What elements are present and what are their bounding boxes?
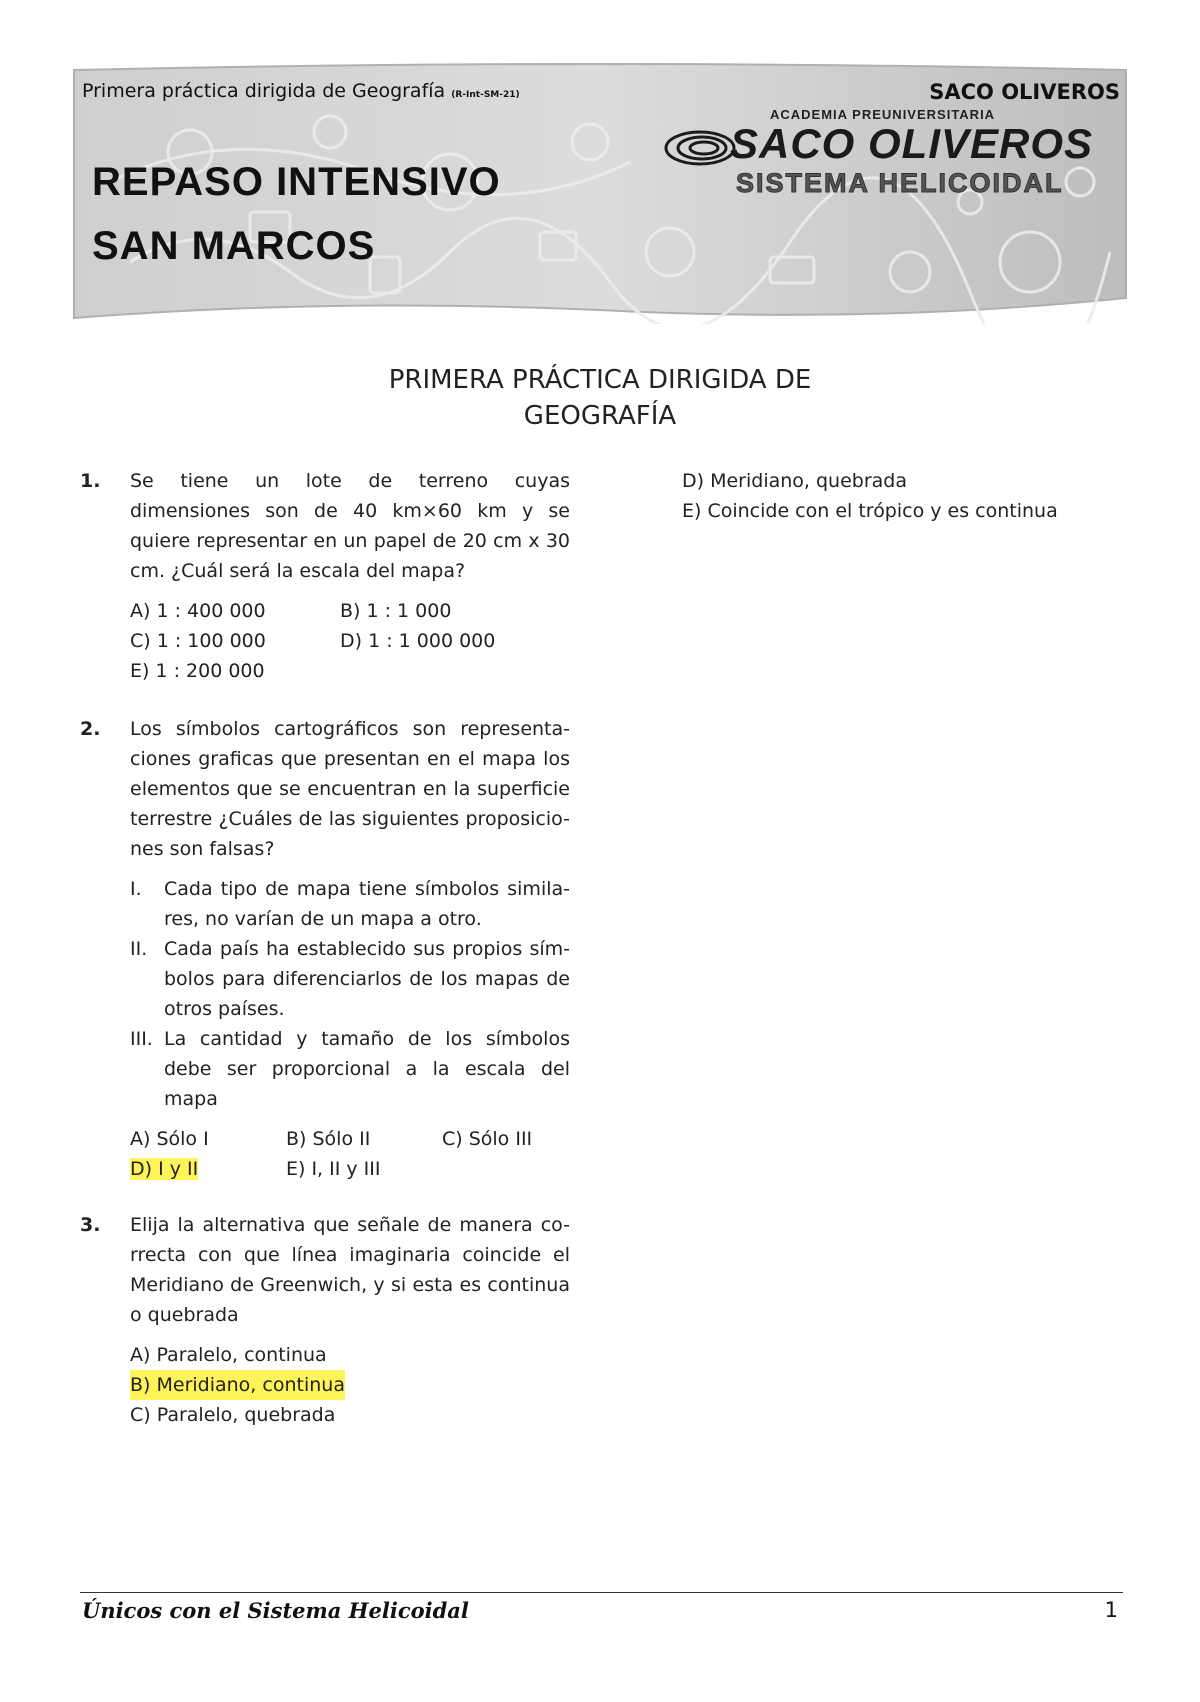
option-a: A) Paralelo, continua [130, 1344, 327, 1366]
option-a: A) 1 : 400 000 [130, 600, 266, 622]
option-e: E) Coincide con el trópico y es continua [682, 500, 1058, 522]
option-e: E) 1 : 200 000 [130, 660, 265, 682]
statement-number: II. [130, 938, 148, 960]
question-options [130, 1340, 570, 1430]
statement-text: La cantidad y tamaño de los símbolos debe ser proporcional a la escala del mapa [164, 1028, 570, 1110]
logo-subtitle: SISTEMA HELICOIDAL [736, 168, 1064, 198]
page-title [0, 362, 1200, 434]
footer-divider [80, 1592, 1123, 1593]
question-number: 2. [80, 718, 101, 740]
footer-slogan: Únicos con el Sistema Helicoidal [82, 1598, 469, 1623]
page-title-line2: GEOGRAFÍA [523, 401, 677, 431]
option-c: C) Sólo III [442, 1128, 533, 1150]
statement-number: I. [130, 878, 142, 900]
question-number: 3. [80, 1214, 101, 1236]
option-c: C) Paralelo, quebrada [130, 1404, 336, 1426]
option-b-highlighted: B) Meridiano, continua [130, 1370, 345, 1400]
statement-iii [130, 1024, 570, 1114]
right-column [682, 466, 1142, 526]
logo-name: SACO OLIVEROS [730, 120, 1094, 167]
statement-ii [130, 934, 570, 1024]
option-d-highlighted: D) I y II [130, 1158, 199, 1180]
option-b: B) Sólo II [286, 1128, 371, 1150]
logo-swirl-icon [660, 126, 738, 170]
banner-title [92, 150, 501, 278]
page-title-line1: PRIMERA PRÁCTICA DIRIGIDA DE [388, 365, 812, 395]
question-3 [80, 1210, 570, 1430]
statement-number: III. [130, 1028, 153, 1050]
statement-text: Cada tipo de mapa tiene símbolos simila- res, no varían de un mapa a otro. [164, 878, 570, 930]
brand-name-top: SACO OLIVEROS [929, 80, 1120, 104]
question-options [130, 596, 570, 686]
option-d: D) Meridiano, quebrada [682, 470, 907, 492]
page-number: 1 [1104, 1598, 1118, 1622]
subject-code: (R-Int-SM-21) [451, 90, 520, 100]
left-column [80, 466, 570, 1430]
banner-title-line2: SAN MARCOS [92, 224, 376, 268]
statement-list [130, 874, 570, 1114]
option-d: D) 1 : 1 000 000 [340, 630, 496, 652]
subject-line-text: Primera práctica dirigida de Geografía [82, 80, 446, 102]
option-b: B) 1 : 1 000 [340, 600, 452, 622]
question-text: Los símbolos cartográficos son representa- ciones graficas que presentan en el mapa los elementos que se encuentran en la superficie terrestre ¿Cuáles de las siguientes proposicio- nes son falsas? [130, 718, 570, 860]
statement-i [130, 874, 570, 934]
academia-label: ACADEMIA PREUNIVERSITARIA [770, 107, 996, 122]
question-1 [80, 466, 570, 686]
question-options [130, 1124, 570, 1184]
question-text: Elija la alternativa que señale de manera co- rrecta con que línea imaginaria coincide el Meridiano de Greenwich, y si esta es continua o quebrada [130, 1214, 570, 1326]
banner-title-line1: REPASO INTENSIVO [92, 160, 501, 204]
question-text: Se tiene un lote de terreno cuyas dimensiones son de 40 km×60 km y se quiere representar en un papel de 20 cm x 30 cm. ¿Cuál será la escala del mapa? [130, 470, 570, 582]
question-2 [80, 714, 570, 1184]
option-a: A) Sólo I [130, 1128, 209, 1150]
subject-line [82, 80, 520, 102]
option-c: C) 1 : 100 000 [130, 630, 266, 652]
statement-text: Cada país ha establecido sus propios sím- bolos para diferenciarlos de los mapas de otros países. [164, 938, 570, 1020]
question-number: 1. [80, 470, 101, 492]
option-e: E) I, II y III [286, 1158, 381, 1180]
